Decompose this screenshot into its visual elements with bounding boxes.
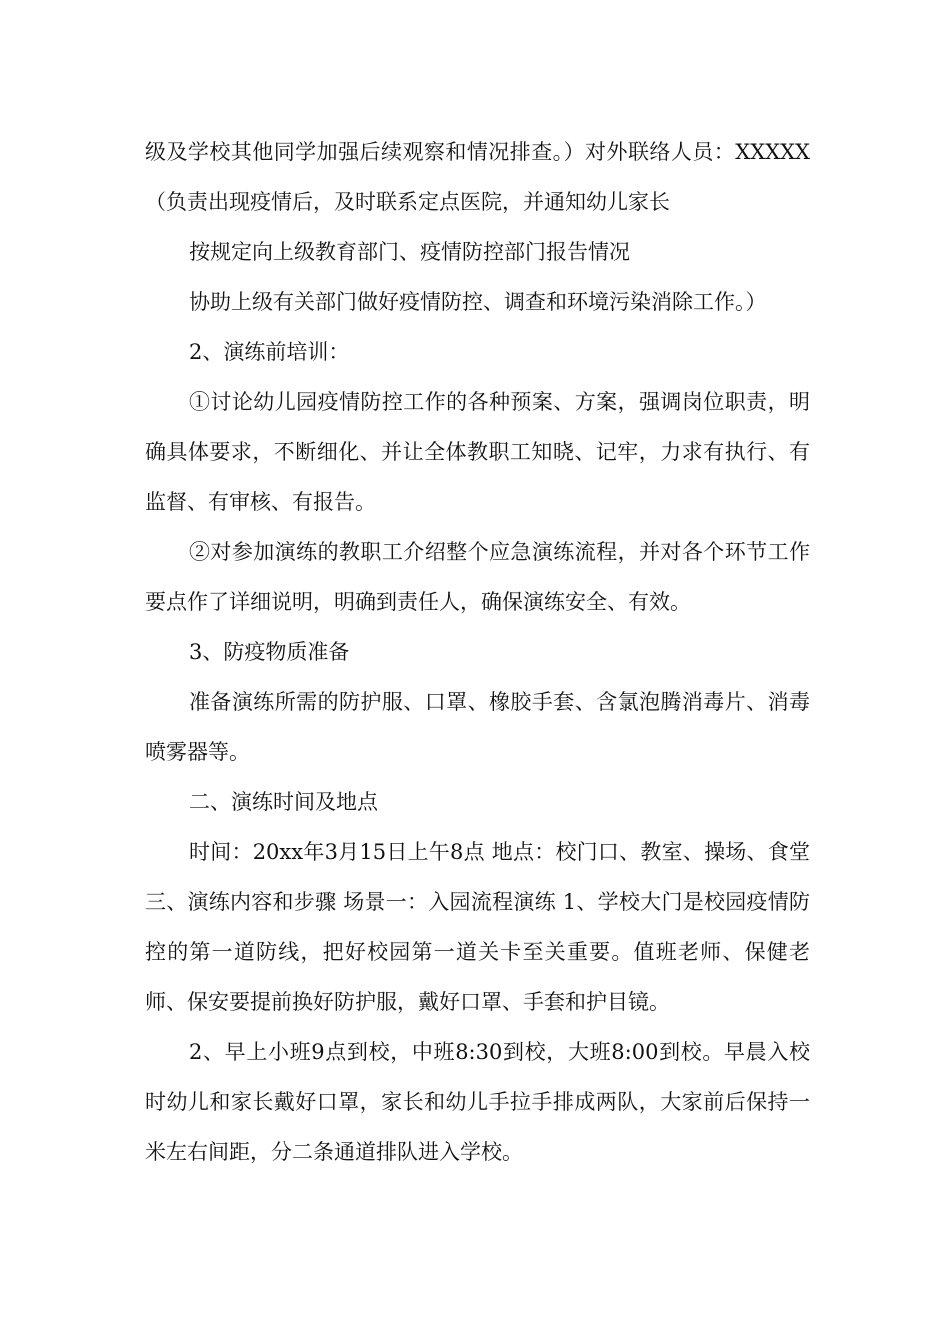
document-body <box>145 127 810 1177</box>
paragraph-contact: 级及学校其他同学加强后续观察和情况排查。）对外联络人员：XXXXX（负责出现疫情后，及时联系定点医院，并通知幼儿家长 <box>145 140 810 214</box>
paragraph-time-place: 时间：20xx年3月15日上午8点 地点：校门口、教室、操场、食堂 三、演练内容和步骤 场景一：入园流程演练 1、学校大门是校园疫情防控的第一道防线，把好校园第一道关卡至关重要。值班老师、保健老师、保安要提前换好防护服，戴好口罩、手套和护目镜。 <box>145 840 810 1014</box>
paragraph-arrival: 2、早上小班9点到校，中班8:30到校，大班8:00到校。早晨入校时幼儿和家长戴好口罩，家长和幼儿手拉手排成两队，大家前后保持一米左右间距，分二条通道排队进入学校。 <box>145 1040 810 1164</box>
paragraph-report: 按规定向上级教育部门、疫情防控部门报告情况 <box>189 240 630 264</box>
paragraph-training-1: ①讨论幼儿园疫情防控工作的各种预案、方案，强调岗位职责，明确具体要求，不断细化、并让全体教职工知晓、记牢，力求有执行、有监督、有审核、有报告。 <box>145 390 810 514</box>
paragraph-assist: 协助上级有关部门做好疫情防控、调查和环境污染消除工作。） <box>189 290 767 314</box>
heading-time-place: 二、演练时间及地点 <box>189 790 378 814</box>
paragraph-supplies: 准备演练所需的防护服、口罩、橡胶手套、含氯泡腾消毒片、消毒喷雾器等。 <box>145 690 810 764</box>
heading-supplies: 3、防疫物质准备 <box>189 640 350 664</box>
paragraph-training-2: ②对参加演练的教职工介绍整个应急演练流程，并对各个环节工作要点作了详细说明，明确到责任人，确保演练安全、有效。 <box>145 540 810 614</box>
heading-training: 2、演练前培训： <box>189 340 350 364</box>
